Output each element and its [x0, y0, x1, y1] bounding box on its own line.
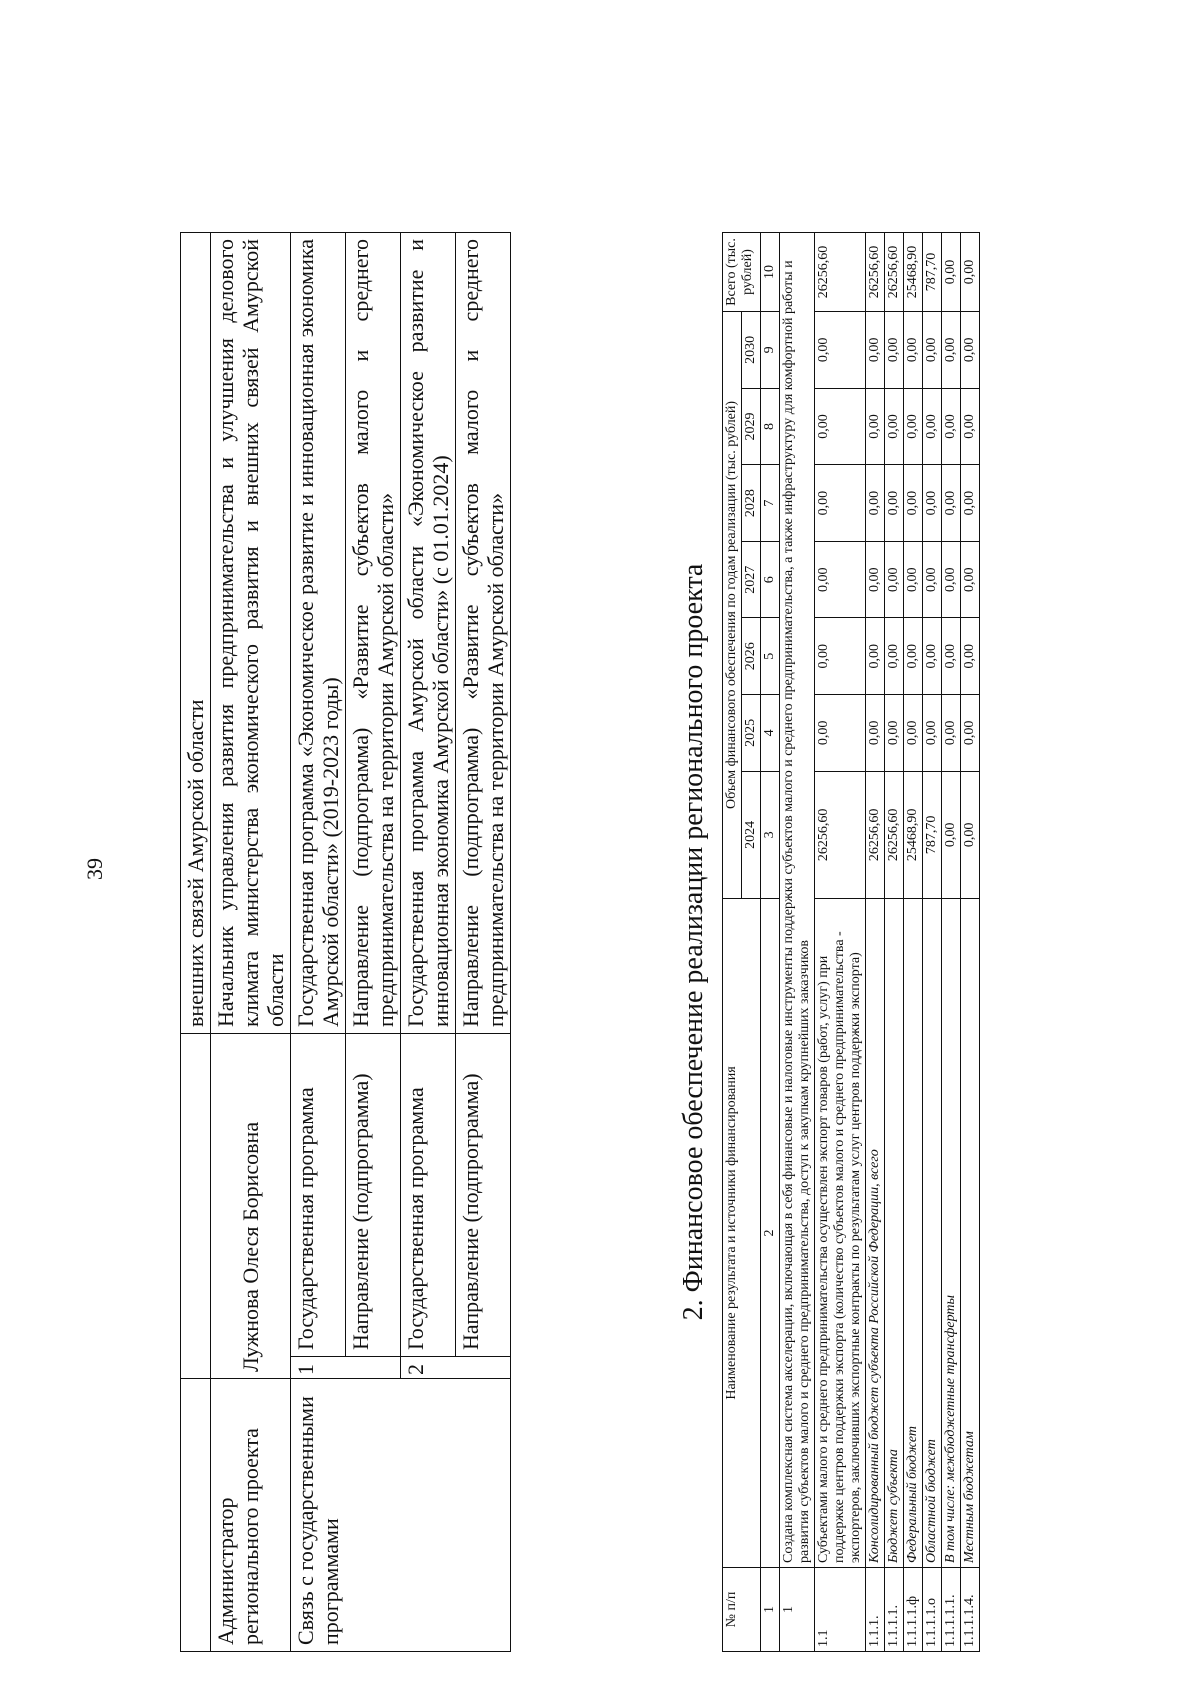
- column-number: 7: [761, 465, 780, 542]
- admin-name: Лужнова Олеся Борисовна: [211, 1034, 291, 1379]
- row-value: 0,00: [923, 388, 942, 465]
- row-value: 0,00: [923, 465, 942, 542]
- section-number: 1: [780, 1568, 815, 1652]
- table-cell: [181, 1034, 211, 1379]
- program-value: Государственная программа Амурской области «Экономическое развитие и инновационная экономика Амурской области» (с 01.01.2024): [401, 233, 456, 1034]
- row-value: 0,00: [923, 541, 942, 618]
- row-value: 0,00: [815, 465, 866, 542]
- row-total: 787,70: [923, 233, 942, 312]
- header-year: 2030: [742, 312, 761, 389]
- row-value: 0,00: [942, 388, 961, 465]
- table-cell: [181, 1379, 211, 1652]
- row-value: 0,00: [866, 541, 885, 618]
- section-heading: 2. Финансовое обеспечение реализации регионального проекта: [678, 563, 709, 1321]
- region-ministry-cell: внешних связей Амурской области: [181, 233, 211, 1034]
- column-number: 10: [761, 233, 780, 312]
- page-number: 39: [82, 858, 107, 880]
- row-value: 0,00: [961, 771, 980, 898]
- row-name: Консолидированный бюджет субъекта Российской Федерации, всего: [866, 899, 885, 1568]
- section-row: [780, 233, 815, 1652]
- row-total: 26256,60: [885, 233, 904, 312]
- row-value: 0,00: [942, 541, 961, 618]
- table-row: [866, 233, 885, 1652]
- row-value: 0,00: [885, 695, 904, 772]
- row-value: 0,00: [866, 465, 885, 542]
- header-year: 2027: [742, 541, 761, 618]
- table-row: [815, 233, 866, 1652]
- row-total: 0,00: [961, 233, 980, 312]
- row-value: 787,70: [923, 771, 942, 898]
- table-row: [885, 233, 904, 1652]
- row-value: 0,00: [904, 541, 923, 618]
- header-total: Всего (тыс. рублей): [723, 233, 761, 312]
- row-total: 25468,90: [904, 233, 923, 312]
- row-value: 0,00: [866, 695, 885, 772]
- table-row: [211, 233, 291, 1652]
- row-value: 0,00: [961, 465, 980, 542]
- row-value: 0,00: [885, 541, 904, 618]
- row-number: 1.1.1.1.: [885, 1568, 904, 1652]
- row-value: 0,00: [942, 771, 961, 898]
- row-value: 25468,90: [904, 771, 923, 898]
- row-value: 0,00: [904, 312, 923, 389]
- header-year: 2028: [742, 465, 761, 542]
- table-row: [291, 233, 346, 1652]
- row-value: 26256,60: [866, 771, 885, 898]
- row-value: 0,00: [961, 312, 980, 389]
- row-value: 0,00: [942, 695, 961, 772]
- column-number: 8: [761, 388, 780, 465]
- row-total: 26256,60: [815, 233, 866, 312]
- column-number: 9: [761, 312, 780, 389]
- subprogram-type: Направление (подпрограмма): [456, 1034, 511, 1357]
- financing-table: [722, 232, 980, 1652]
- table-row: [961, 233, 980, 1652]
- table-row: [942, 233, 961, 1652]
- row-value: 0,00: [942, 465, 961, 542]
- program-type: Государственная программа: [401, 1034, 456, 1357]
- row-value: 0,00: [904, 695, 923, 772]
- row-value: 0,00: [904, 465, 923, 542]
- subprogram-value: Направление (подпрограмма) «Развитие субъектов малого и среднего предпринимательства на территории Амурской области»: [346, 233, 401, 1034]
- row-number: 1.1.1.: [866, 1568, 885, 1652]
- row-total: 26256,60: [866, 233, 885, 312]
- column-number: 2: [761, 899, 780, 1568]
- row-value: 0,00: [866, 388, 885, 465]
- header-year: 2024: [742, 771, 761, 898]
- subprogram-value: Направление (подпрограмма) «Развитие субъектов малого и среднего предпринимательства на территории Амурской области»: [456, 233, 511, 1034]
- row-value: 0,00: [961, 541, 980, 618]
- row-name: Местным бюджетам: [961, 899, 980, 1568]
- subprogram-type: Направление (подпрограмма): [346, 1034, 401, 1357]
- column-number: 6: [761, 541, 780, 618]
- row-value: 0,00: [866, 312, 885, 389]
- row-value: 0,00: [885, 465, 904, 542]
- table-row: [923, 233, 942, 1652]
- column-numbers-row: [761, 233, 780, 1652]
- row-number: 1.1.1.1.о: [923, 1568, 942, 1652]
- row-number: 1.1.1.1.1.: [942, 1568, 961, 1652]
- row-value: 0,00: [815, 541, 866, 618]
- row-value: 0,00: [961, 388, 980, 465]
- row-value: 0,00: [815, 388, 866, 465]
- program-value: Государственная программа «Экономическое развитие и инновационная экономика Амурской области» (2019-2023 годы): [291, 233, 346, 1034]
- row-value: 0,00: [904, 618, 923, 695]
- row-number: 1.1.1.1.ф: [904, 1568, 923, 1652]
- row-value: 0,00: [885, 312, 904, 389]
- project-info-table: [180, 232, 511, 1652]
- row-value: 0,00: [942, 312, 961, 389]
- header-row: [723, 233, 742, 1652]
- row-value: 0,00: [866, 618, 885, 695]
- row-name: В том числе: межбюджетные трансферты: [942, 899, 961, 1568]
- row-value: 0,00: [885, 618, 904, 695]
- row-name: Бюджет субъекта: [885, 899, 904, 1568]
- header-year: 2029: [742, 388, 761, 465]
- column-number: 4: [761, 695, 780, 772]
- header-num: № п/п: [723, 1568, 761, 1652]
- row-value: 26256,60: [815, 771, 866, 898]
- row-name: Областной бюджет: [923, 899, 942, 1568]
- column-number: 3: [761, 771, 780, 898]
- row-value: 0,00: [961, 695, 980, 772]
- row-value: 0,00: [815, 312, 866, 389]
- table-row: [181, 233, 211, 1652]
- row-value: 0,00: [961, 618, 980, 695]
- row-value: 26256,60: [885, 771, 904, 898]
- row-value: 0,00: [904, 388, 923, 465]
- row-value: 0,00: [923, 618, 942, 695]
- program-number: 1: [291, 1357, 401, 1379]
- programs-link-label: Связь с государственными программами: [291, 1379, 511, 1652]
- row-value: 0,00: [942, 618, 961, 695]
- column-number: 1: [761, 1568, 780, 1652]
- section-text: Создана комплексная система акселерации, включающая в себя финансовые и налоговые инструменты поддержки субъектов малого и среднего предпринимательства, а также инфраструктуру для комфортной работы и развития субъектов малого и среднего предпринимательства, доступ к закупкам крупнейших заказчиков: [780, 233, 815, 1568]
- header-volume: Объем финансового обеспечения по годам реализации (тыс. рублей): [723, 312, 742, 899]
- table-row: [904, 233, 923, 1652]
- header-name: Наименование результата и источники финансирования: [723, 899, 761, 1568]
- row-value: 0,00: [923, 312, 942, 389]
- row-value: 0,00: [923, 695, 942, 772]
- row-number: 1.1: [815, 1568, 866, 1652]
- row-value: 0,00: [815, 695, 866, 772]
- header-year: 2026: [742, 618, 761, 695]
- header-year: 2025: [742, 695, 761, 772]
- program-number: 2: [401, 1357, 511, 1379]
- admin-position: Начальник управления развития предпринимательства и улучшения делового климата министерства экономического развития и внешних связей Амурской области: [211, 233, 291, 1034]
- financing-rows: [815, 233, 980, 1652]
- row-name: Федеральный бюджет: [904, 899, 923, 1568]
- row-number: 1.1.1.1.4.: [961, 1568, 980, 1652]
- row-total: 0,00: [942, 233, 961, 312]
- column-number: 5: [761, 618, 780, 695]
- row-name: Субъектами малого и среднего предпринимательства осуществлен экспорт товаров (работ, услуг) при поддержке центров поддержки экспорта (количество субъектов малого и среднего предпринимательства - экспортеров, заключивших экспортные контракты по результатам услуг центров поддержки экспорта): [815, 899, 866, 1568]
- admin-label: Администратор регионального проекта: [211, 1379, 291, 1652]
- program-type: Государственная программа: [291, 1034, 346, 1357]
- row-value: 0,00: [885, 388, 904, 465]
- row-value: 0,00: [815, 618, 866, 695]
